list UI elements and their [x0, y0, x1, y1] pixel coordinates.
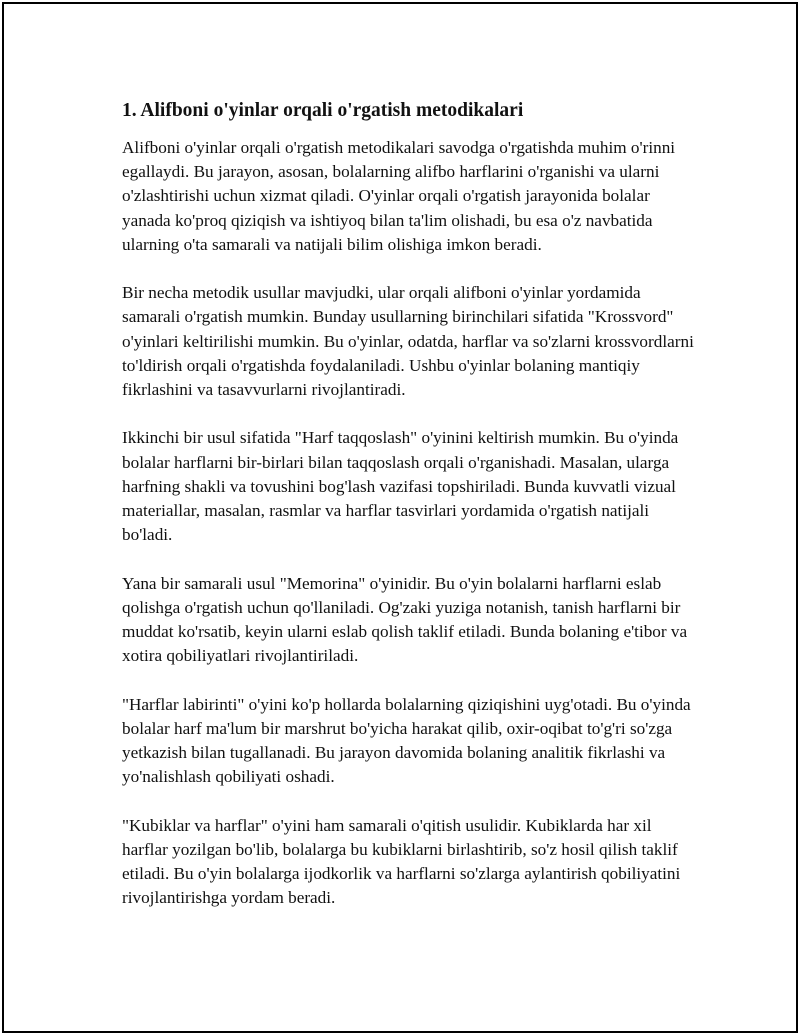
page-frame	[2, 2, 798, 1033]
paragraph: Ikkinchi bir usul sifatida "Harf taqqoslash" o'yinini keltirish mumkin. Bu o'yinda bolalar harflarni bir-birlari bilan taqqoslash orqali o'rganishadi. Masalan, ularga harfning shakli va tovushini bog'lash vazifasi topshiriladi. Bunda kuvvatli vizual materiallar, masalan, rasmlar va harflar tasvirlari yordamida o'rgatish natijali bo'ladi.	[122, 428, 679, 545]
paragraph: Bir necha metodik usullar mavjudki, ular orqali alifboni o'yinlar yordamida samarali o'rgatish mumkin. Bunday usullarning birinchilari sifatida "Krossvord" o'yinlari keltirilishi mumkin. Bu o'yinlar, odatda, harflar va so'zlarni krossvordlarni to'ldirish orqali o'rgatishda foydalaniladi. Ushbu o'yinlar bolaning mantiqiy fikrlashini va tasavvurlarni rivojlantiradi.	[122, 283, 694, 400]
paragraph: "Kubiklar va harflar" o'yini ham samarali o'qitish usulidir. Kubiklarda har xil harflar yozilgan bo'lib, bolalarga bu kubiklarni birlashtirib, so'z hosil qilish taklif etiladi. Bu o'yin bolalarga ijodkorlik va harflarni so'zlarga aylantirish qobiliyatini rivojlantirishga yordam beradi.	[122, 815, 681, 908]
paragraph: "Harflar labirinti" o'yini ko'p hollarda bolalarning qiziqishini uyg'otadi. Bu o'yinda bolalar harf ma'lum bir marshrut bo'yicha harakat qilib, oxir-oqibat to'g'ri so'zga yetkazish bilan tugallanadi. Bu jarayon davomida bolaning analitik fikrlashi va yo'nalishlash qobiliyati oshadi.	[122, 694, 691, 787]
paragraph: Yana bir samarali usul "Memorina" o'yinidir. Bu o'yin bolalarni harflarni eslab qolishga o'rgatish uchun qo'llaniladi. Og'zaki yuziga notanish, tanish harflarni bir muddat ko'rsatib, keyin ularni eslab qolish taklif etiladi. Bunda bolaning e'tibor va xotira qobiliyatlari rivojlantiriladi.	[122, 573, 688, 666]
paragraph: Alifboni o'yinlar orqali o'rgatish metodikalari savodga o'rgatishda muhim o'rinni egallaydi. Bu jarayon, asosan, bolalarning alifbo harflarini o'rganishi va ularni o'zlashtirishi uchun xizmat qiladi. O'yinlar orqali o'rgatish jarayonida bolalar yanada ko'proq qiziqish va ishtiyoq bilan ta'lim olishadi, bu esa o'z navbatida ularning o'ta samarali va natijali bilim olishiga imkon beradi.	[122, 138, 676, 254]
document-title: 1. Alifboni o'yinlar orqali o'rgatish metodikalari	[122, 100, 524, 121]
document-body	[122, 98, 694, 935]
